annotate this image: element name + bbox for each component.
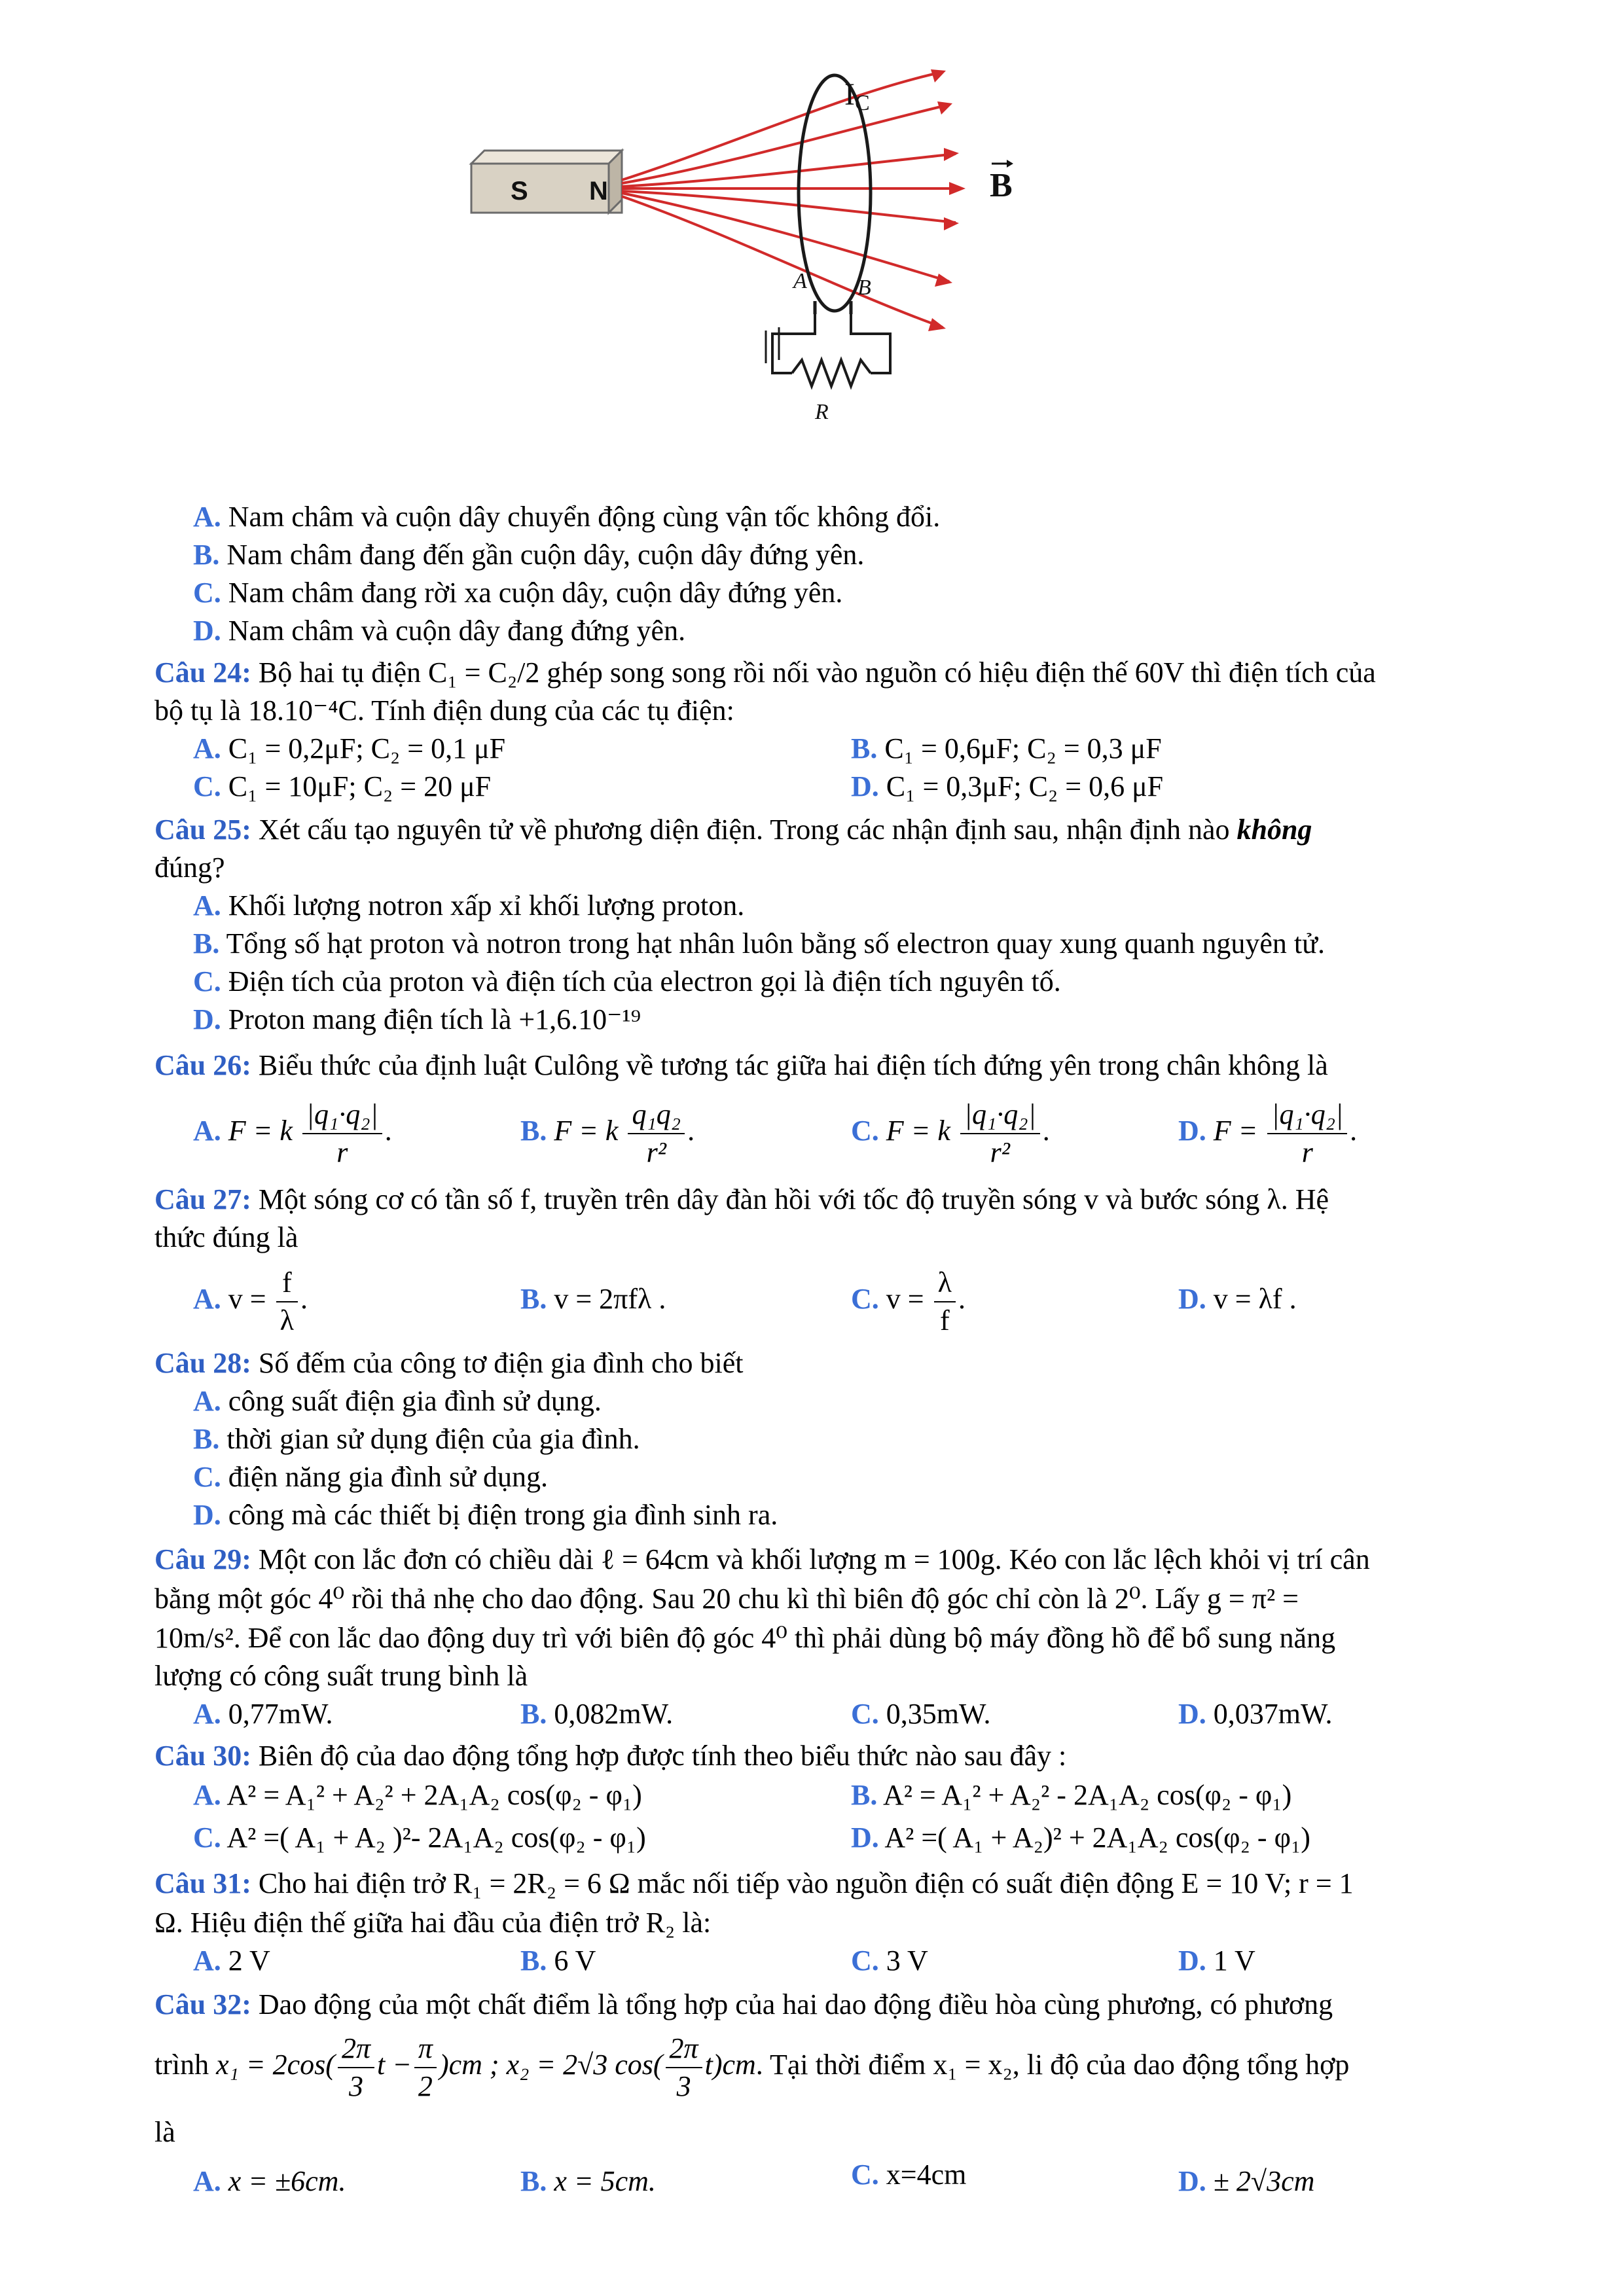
q32-equations: trình x₁ = 2cos( $\frac{2\pi}{3}$ t − $\frac{\pi}{2}$ )cm ; x₂ = 2√3 cos( $\frac{2\pi}{3}$ t)cm. Tại thời điểm x₁ = x₂, li độ của dao động tổng hợp [154,2026,1349,2105]
magnet-s-label: S [511,177,528,206]
q27-option-a[interactable]: A. v = $\frac{f}{\lambda}$ . [193,1260,308,1339]
q24-stem-cont: bộ tụ là 18.10⁻⁴C. Tính điện dung của các tụ điện: [154,694,734,726]
q31-option-a[interactable]: A. 2 V [193,1945,270,1977]
svg-text:B: B [990,167,1013,204]
q23-option-c[interactable]: C. Nam châm đang rời xa cuộn dây, cuộn dây đứng yên. [193,577,843,609]
q30-option-c[interactable]: C. A² =( A₁ + A₂ )²- 2A₁A₂ cos(φ₂ - φ₁) [193,1821,646,1854]
q30-stem: Câu 30: Biên độ của dao động tổng hợp được tính theo biểu thức nào sau đây : [154,1740,1067,1772]
q25-option-c[interactable]: C. Điện tích của proton và điện tích của electron gọi là điện tích nguyên tố. [193,965,1061,997]
q23-option-d[interactable]: D. Nam châm và cuộn dây đang đứng yên. [193,615,686,647]
q24-option-d[interactable]: D. C₁ = 0,3μF; C₂ = 0,6 μF [851,770,1164,802]
q28-stem: Câu 28: Số đếm của công tơ điện gia đình cho biết [154,1347,744,1379]
q32-option-c[interactable]: C. x=4cm [851,2159,967,2191]
q26-stem: Câu 26: Biểu thức của định luật Culông về tương tác giữa hai điện tích đứng yên trong chân không là [154,1049,1328,1081]
q26-option-c[interactable]: C. F = k $\frac{\text{|q₁·q₂|}}{\text{r²}}$ . [851,1092,1050,1171]
q32-option-a[interactable]: A. x = ±6cm. [193,2165,346,2197]
resistor-label: R [815,400,829,424]
q25-option-a[interactable]: A. Khối lượng notron xấp xỉ khối lượng proton. [193,889,745,922]
q27-stem: Câu 27: Một sóng cơ có tần số f, truyền trên dây đàn hồi với tốc độ truyền sóng v và bước sóng λ. Hệ [154,1183,1329,1215]
q30-option-d[interactable]: D. A² =( A₁ + A₂)² + 2A₁A₂ cos(φ₂ - φ₁) [851,1821,1310,1854]
q29-option-c[interactable]: C. 0,35mW. [851,1698,991,1730]
magnet-n-label: N [589,177,608,206]
q25-stem-cont: đúng? [154,852,225,884]
q26-option-a[interactable]: A. F = k $\frac{\text{|q₁·q₂|}}{r}$ . [193,1092,392,1171]
q27-option-c[interactable]: C. v = $\frac{\lambda}{f}$ . [851,1260,965,1339]
q32-option-d[interactable]: D. ± 2√3cm [1178,2165,1315,2197]
q28-option-d[interactable]: D. công mà các thiết bị điện trong gia đình sinh ra. [193,1499,778,1531]
q27-option-b[interactable]: B. v = 2πfλ . [520,1283,666,1315]
q28-option-c[interactable]: C. điện năng gia đình sử dụng. [193,1461,549,1493]
point-a-label: A [793,269,807,293]
coil-current-label: IC [844,77,870,115]
point-b-label: B [857,276,871,300]
q31-stem-cont: Ω. Hiệu điện thế giữa hai đầu của điện trở R₂ là: [154,1907,712,1939]
q29-option-a[interactable]: A. 0,77mW. [193,1698,333,1730]
q30-option-a[interactable]: A. A² = A₁² + A₂² + 2A₁A₂ cos(φ₂ - φ₁) [193,1779,642,1811]
q32-stem-end: là [154,2116,175,2148]
q26-option-d[interactable]: D. F = $\frac{\text{|q₁·q₂|}}{r}$ . [1178,1092,1357,1171]
q29-stem-line3: 10m/s². Để con lắc dao động duy trì với biên độ góc 4⁰ thì phải dùng bộ máy đồng hồ để bổ sung năng [154,1622,1336,1654]
magnet-coil-figure [458,65,1100,432]
q29-option-d[interactable]: D. 0,037mW. [1178,1698,1333,1730]
q27-stem-cont: thức đúng là [154,1221,298,1253]
q32-option-b[interactable]: B. x = 5cm. [520,2165,656,2197]
field-lines [622,72,956,327]
q24-option-a[interactable]: A. C₁ = 0,2μF; C₂ = 0,1 μF [193,732,506,764]
q31-stem: Câu 31: Cho hai điện trở R₁ = 2R₂ = 6 Ω mắc nối tiếp vào nguồn điện có suất điện động E = 10 V; r = 1 [154,1867,1354,1899]
q29-option-b[interactable]: B. 0,082mW. [520,1698,674,1730]
q28-option-a[interactable]: A. công suất điện gia đình sử dụng. [193,1385,602,1417]
q31-option-c[interactable]: C. 3 V [851,1945,928,1977]
bar-magnet [471,151,622,213]
q29-stem-line4: lượng có công suất trung bình là [154,1660,528,1692]
resistor-circuit [766,314,890,386]
q24-option-b[interactable]: B. C₁ = 0,6μF; C₂ = 0,3 μF [851,732,1162,764]
q29-stem-line2: bằng một góc 4⁰ rồi thả nhẹ cho dao động. Sau 20 chu kì thì biên độ góc chỉ còn là 2⁰. Lấy g = π² = [154,1583,1299,1615]
q28-option-b[interactable]: B. thời gian sử dụng điện của gia đình. [193,1423,640,1455]
q31-option-b[interactable]: B. 6 V [520,1945,596,1977]
q23-option-b[interactable]: B. Nam châm đang đến gần cuộn dây, cuộn dây đứng yên. [193,539,865,571]
q29-stem: Câu 29: Một con lắc đơn có chiều dài ℓ = 64cm và khối lượng m = 100g. Kéo con lắc lệch khỏi vị trí cân [154,1543,1370,1575]
q25-stem: Câu 25: Xét cấu tạo nguyên tử về phương diện điện. Trong các nhận định sau, nhận định nào không [154,814,1312,846]
q30-option-b[interactable]: B. A² = A₁² + A₂² - 2A₁A₂ cos(φ₂ - φ₁) [851,1779,1292,1811]
q24-option-c[interactable]: C. C₁ = 10μF; C₂ = 20 μF [193,770,492,802]
field-vector-label [990,160,1013,204]
q31-option-d[interactable]: D. 1 V [1178,1945,1255,1977]
q27-option-d[interactable]: D. v = λf . [1178,1283,1297,1315]
q25-option-b[interactable]: B. Tổng số hạt proton và notron trong hạt nhân luôn bằng số electron quay xung quanh nguyên tử. [193,927,1326,960]
q26-option-b[interactable]: B. F = k $\frac{\text{q₁q₂}}{\text{r²}}$ . [520,1092,695,1171]
q25-option-d[interactable]: D. Proton mang điện tích là +1,6.10⁻¹⁹ [193,1003,641,1035]
q24-stem: Câu 24: Bộ hai tụ điện C₁ = C₂/2 ghép song song rồi nối vào nguồn có hiệu điện thế 60V thì điện tích của [154,656,1376,689]
q23-option-a[interactable]: A. Nam châm và cuộn dây chuyển động cùng vận tốc không đổi. [193,501,941,533]
q32-stem: Câu 32: Dao động của một chất điểm là tổng hợp của hai dao động điều hòa cùng phương, có phương [154,1988,1333,2020]
